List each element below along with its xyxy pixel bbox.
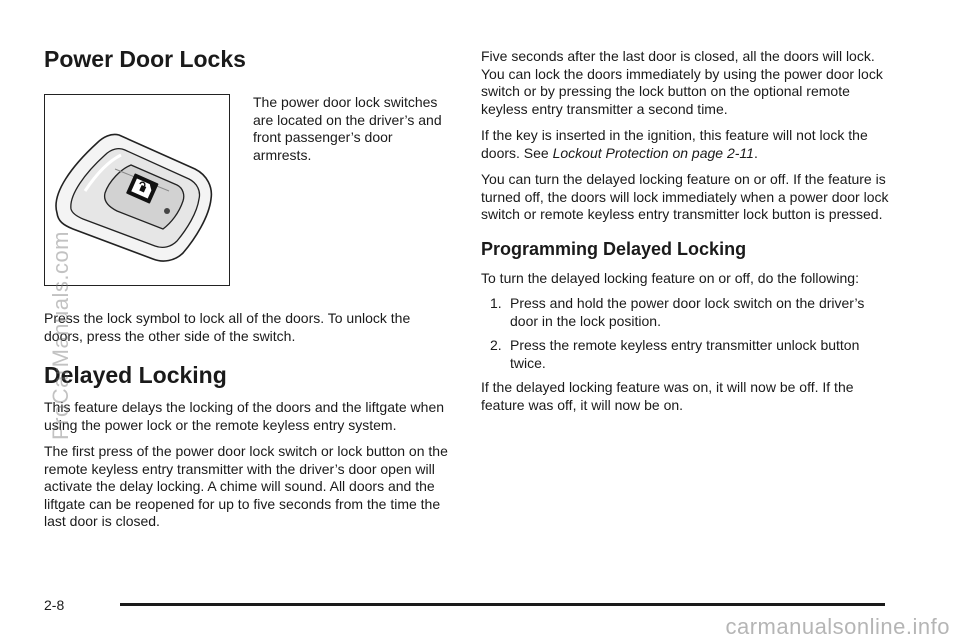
page-number: 2-8	[44, 597, 65, 613]
side-watermark: ProCarManuals.com	[48, 230, 73, 440]
subsection-title-programming: Programming Delayed Locking	[481, 238, 747, 259]
paragraph-delay-activation: The first press of the power door lock switch or lock button on the remote keyless entry transmitter with the driver’s door open will activate the delay locking. A chime will sound. All doors and the liftgate can be reopened for up to five seconds from the time the last door is closed.	[44, 443, 448, 529]
paragraph-press-lock: Press the lock symbol to lock all of the doors. To unlock the doors, press the other side of the switch.	[44, 310, 411, 344]
paragraph-key-ignition-suffix: .	[753, 144, 758, 161]
figure-caption: The power door lock switches are located on the driver’s and front passenger’s door armrests.	[253, 94, 442, 163]
paragraph-result: If the delayed locking feature was on, it will now be off. If the feature was off, it will now be on.	[481, 379, 854, 413]
paragraph-key-ignition	[481, 127, 893, 162]
section-title-delayed-locking: Delayed Locking	[44, 362, 227, 388]
list-item	[481, 337, 893, 372]
programming-steps-list	[481, 295, 893, 372]
step-text: Press the remote keyless entry transmitter unlock button twice.	[510, 337, 860, 371]
figure-row	[44, 94, 452, 290]
paragraph-delay-intro: This feature delays the locking of the doors and the liftgate when using the power lock or the remote keyless entry system.	[44, 399, 445, 433]
list-item	[481, 295, 893, 330]
step-number: 2.	[490, 337, 502, 353]
bottom-watermark: carmanualsonline.info	[725, 614, 950, 639]
lockout-protection-reference[interactable]: Lockout Protection on page 2-11	[552, 144, 754, 161]
step-number: 1.	[490, 295, 502, 311]
footer-rule	[120, 603, 885, 606]
paragraph-programming-intro: To turn the delayed locking feature on or off, do the following:	[481, 269, 859, 286]
paragraph-on-off: You can turn the delayed locking feature on or off. If the feature is turned off, the doors will lock immediately when a power door lock switch or remote keyless entry transmitter lock button is pressed.	[481, 171, 889, 222]
right-column	[481, 48, 893, 414]
paragraph-key-ignition-text: If the key is inserted in the ignition, this feature will not lock the doors. See	[481, 127, 868, 161]
section-title-power-door-locks: Power Door Locks	[44, 46, 246, 72]
paragraph-five-seconds: Five seconds after the last door is closed, all the doors will lock. You can lock the doors immediately by using the power door lock switch or by pressing the lock button on the optional remote keyless entry transmitter a second time.	[481, 48, 883, 117]
step-text: Press and hold the power door lock switch on the driver’s door in the lock position.	[510, 295, 865, 329]
left-column	[44, 44, 452, 531]
